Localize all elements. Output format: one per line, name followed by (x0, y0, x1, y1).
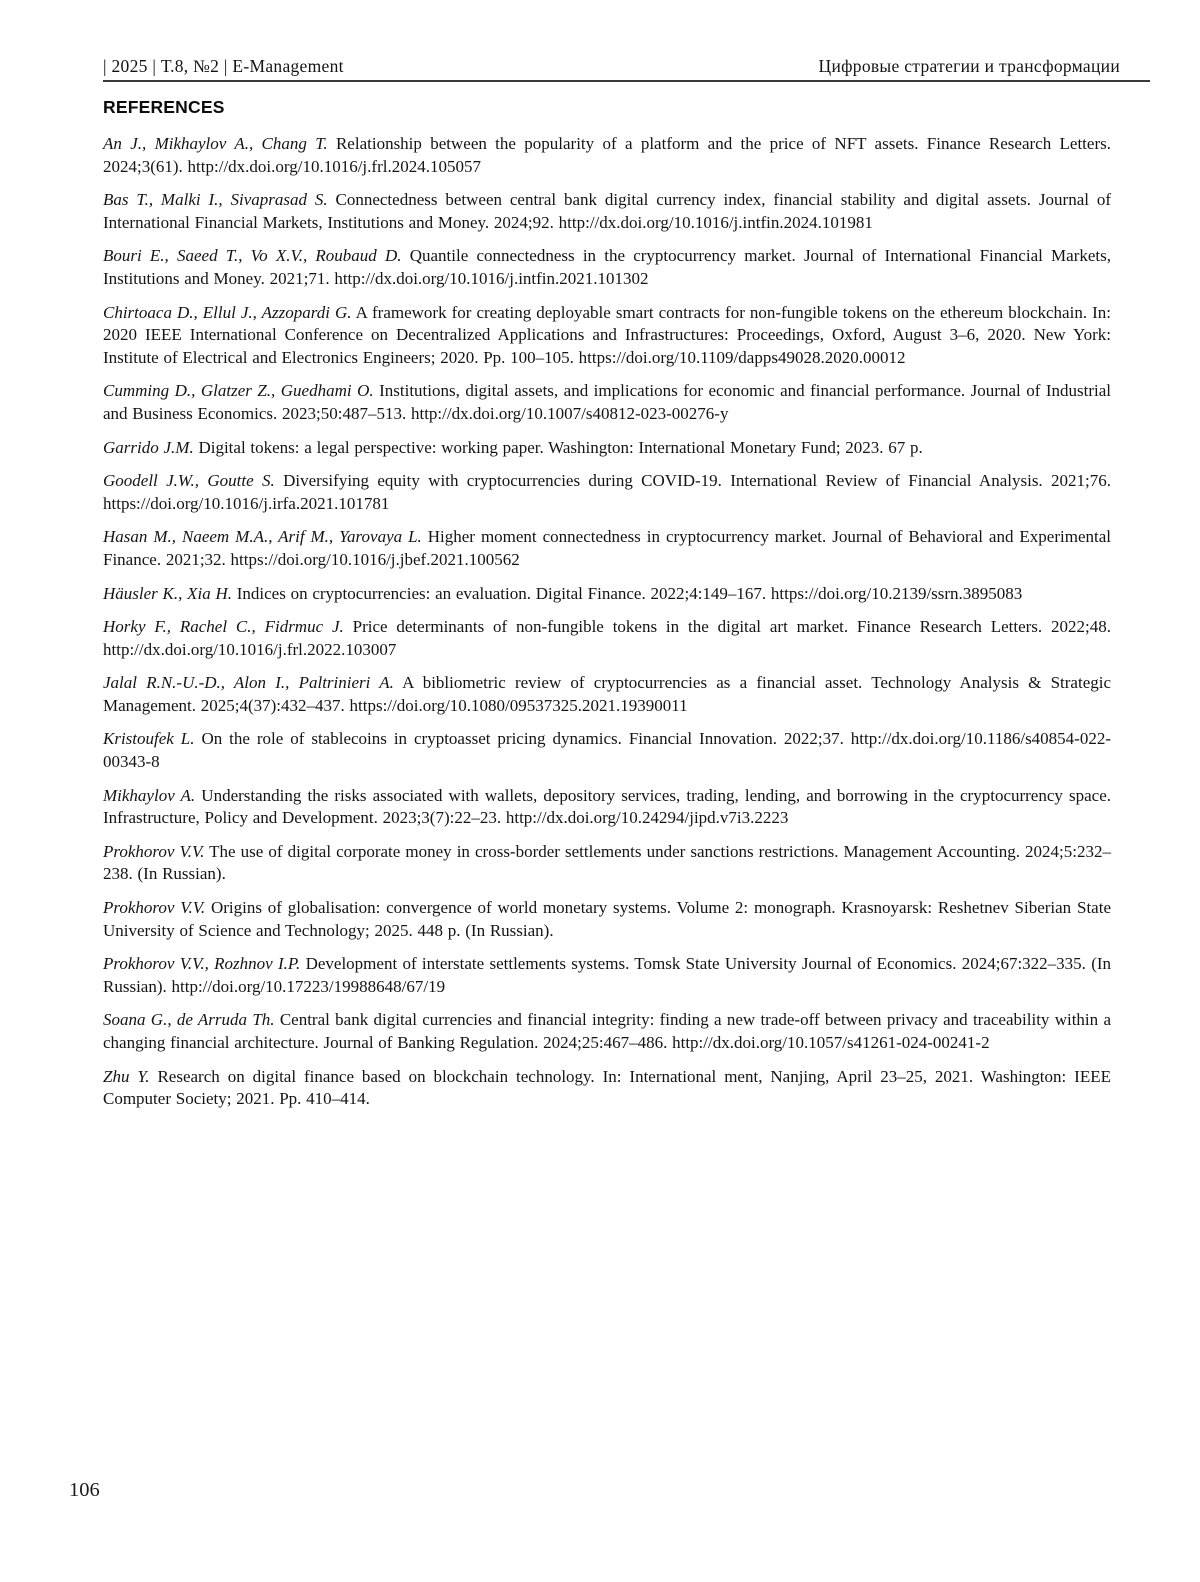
reference-item (103, 526, 1111, 571)
reference-authors: Prokhorov V.V., Rozhnov I.P. (103, 954, 301, 974)
reference-item (103, 189, 1111, 234)
reference-item (103, 953, 1111, 998)
reference-item (103, 470, 1111, 515)
reference-text: Origins of globalisation: convergence of world monetary systems. Volume 2: monograph. Krasnoyarsk: Reshetnev Siberian State University of Science and Technology; 2025. 448 p. (In Russian). (103, 898, 1111, 940)
reference-text: Price determinants of non-fungible tokens in the digital art market. Finance Research Letters. 2022;48. http://dx.doi.org/10.1016/j.frl.2022.103007 (103, 617, 1111, 659)
reference-item (103, 1066, 1111, 1111)
reference-item (103, 380, 1111, 425)
references-section (103, 97, 1111, 1122)
reference-text: On the role of stablecoins in cryptoasset pricing dynamics. Financial Innovation. 2022;37. http://dx.doi.org/10.1186/s40854-022-00343-8 (103, 729, 1112, 772)
reference-authors: Zhu Y. (103, 1066, 150, 1086)
reference-item (103, 437, 1111, 460)
reference-authors: Horky F., Rachel C., Fidrmuc J. (103, 617, 344, 637)
reference-item (103, 302, 1111, 370)
reference-text: A framework for creating deployable smart contracts for non-fungible tokens on the ethereum blockchain. In: 2020 IEEE International Conference on Decentralized Applications and Infrastructures: Proceedings, Oxford, August 3–6, 2020. New York: Institute of Electrical and Electronics Engineers; 2020. Pp. 100–105. https://doi.org/10.1109/dapps49028.2020.00012 (103, 302, 1111, 367)
page-header (103, 56, 1120, 77)
reference-authors: Garrido J.M. (103, 437, 194, 457)
reference-authors: Cumming D., Glatzer Z., Guedhami O. (103, 381, 374, 401)
header-divider (103, 80, 1150, 82)
reference-authors: Kristoufek L. (103, 729, 195, 749)
reference-text: Indices on cryptocurrencies: an evaluation. Digital Finance. 2022;4:149–167. https://doi.org/10.2139/ssrn.3895083 (236, 583, 1023, 603)
reference-text: Connectedness between central bank digital currency index, financial stability and digital assets. Journal of International Financial Markets, Institutions and Money. 2024;92. http://dx.doi.org/10.1016/j.intfin.2024.101981 (103, 190, 1111, 232)
reference-item (103, 785, 1111, 830)
reference-text: Development of interstate settlements systems. Tomsk State University Journal of Economics. 2024;67:322–335. (In Russian). http://doi.org/10.17223/19988648/67/19 (103, 954, 1112, 996)
reference-item (103, 1009, 1111, 1054)
reference-item (103, 133, 1111, 178)
reference-text: Quantile connectedness in the cryptocurrency market. Journal of International Financial Markets, Institutions and Money. 2021;71. http://dx.doi.org/10.1016/j.intfin.2021.101302 (103, 246, 1112, 288)
reference-text: Digital tokens: a legal perspective: working paper. Washington: International Monetary Fund; 2023. 67 p. (198, 437, 923, 457)
reference-item (103, 672, 1111, 717)
reference-authors: Bouri E., Saeed T., Vo X.V., Roubaud D. (103, 246, 402, 266)
reference-text: A bibliometric review of cryptocurrencies as a financial asset. Technology Analysis & Strategic Management. 2025;4(37):432–437. https://doi.org/10.1080/09537325.2021.19390011 (103, 673, 1112, 715)
reference-item (103, 245, 1111, 290)
reference-text: Diversifying equity with cryptocurrencies during COVID-19. International Review of Financial Analysis. 2021;76. https://doi.org/10.1016/j.irfa.2021.101781 (103, 471, 1112, 513)
reference-text: Central bank digital currencies and financial integrity: finding a new trade-off between privacy and traceability within a changing financial architecture. Journal of Banking Regulation. 2024;25:467–486. http://dx.doi.org/10.1057/s41261-024-00241-2 (103, 1010, 1111, 1052)
references-list (103, 133, 1111, 1111)
reference-authors: Goodell J.W., Goutte S. (103, 471, 275, 491)
reference-authors: Häusler K., Xia H. (103, 583, 232, 603)
reference-authors: Soana G., de Arruda Th. (103, 1010, 275, 1030)
reference-authors: Hasan M., Naeem M.A., Arif M., Yarovaya L. (103, 527, 422, 547)
reference-text: Higher moment connectedness in cryptocurrency market. Journal of Behavioral and Experimental Finance. 2021;32. https://doi.org/10.1016/j.jbef.2021.100562 (103, 527, 1111, 569)
reference-text: Institutions, digital assets, and implications for economic and financial performance. Journal of Industrial and Business Economics. 2023;50:487–513. http://dx.doi.org/10.1007/s40812-023-00276-y (103, 381, 1111, 423)
reference-item (103, 616, 1111, 661)
reference-authors: Bas T., Malki I., Sivaprasad S. (103, 190, 328, 210)
section-title: REFERENCES (103, 97, 225, 117)
reference-authors: Jalal R.N.-U.-D., Alon I., Paltrinieri A. (103, 673, 394, 693)
reference-authors: An J., Mikhaylov A., Chang T. (103, 134, 328, 153)
reference-authors: Chirtoaca D., Ellul J., Azzopardi G. (103, 302, 352, 322)
reference-text: Research on digital finance based on blockchain technology. In: International ment, Nanjing, April 23–25, 2021. Washington: IEEE Computer Society; 2021. Pp. 410–414. (103, 1066, 1111, 1109)
reference-item (103, 728, 1111, 773)
section-rubric-label: Цифровые стратегии и трансформации (818, 56, 1120, 76)
journal-issue-label: | 2025 | Т.8, №2 | E-Management (103, 56, 344, 76)
reference-text: Relationship between the popularity of a platform and the price of NFT assets. Finance Research Letters. 2024;3(61). http://dx.doi.org/10.1016/j.frl.2024.105057 (103, 134, 1111, 176)
reference-authors: Prokhorov V.V. (103, 841, 205, 861)
reference-text: The use of digital corporate money in cross-border settlements under sanctions restrictions. Management Accounting. 2024;5:232–238. (In Russian). (103, 841, 1111, 884)
reference-text: Understanding the risks associated with wallets, depository services, trading, lending, and borrowing in the cryptocurrency space. Infrastructure, Policy and Development. 2023;3(7):22–23. http://dx.doi.org/10.24294/jipd.v7i3.2223 (103, 785, 1112, 828)
page-number: 106 (69, 1479, 100, 1501)
reference-authors: Mikhaylov A. (103, 785, 196, 805)
reference-item (103, 583, 1111, 606)
reference-item (103, 841, 1111, 886)
reference-authors: Prokhorov V.V. (103, 898, 206, 918)
reference-item (103, 897, 1111, 942)
